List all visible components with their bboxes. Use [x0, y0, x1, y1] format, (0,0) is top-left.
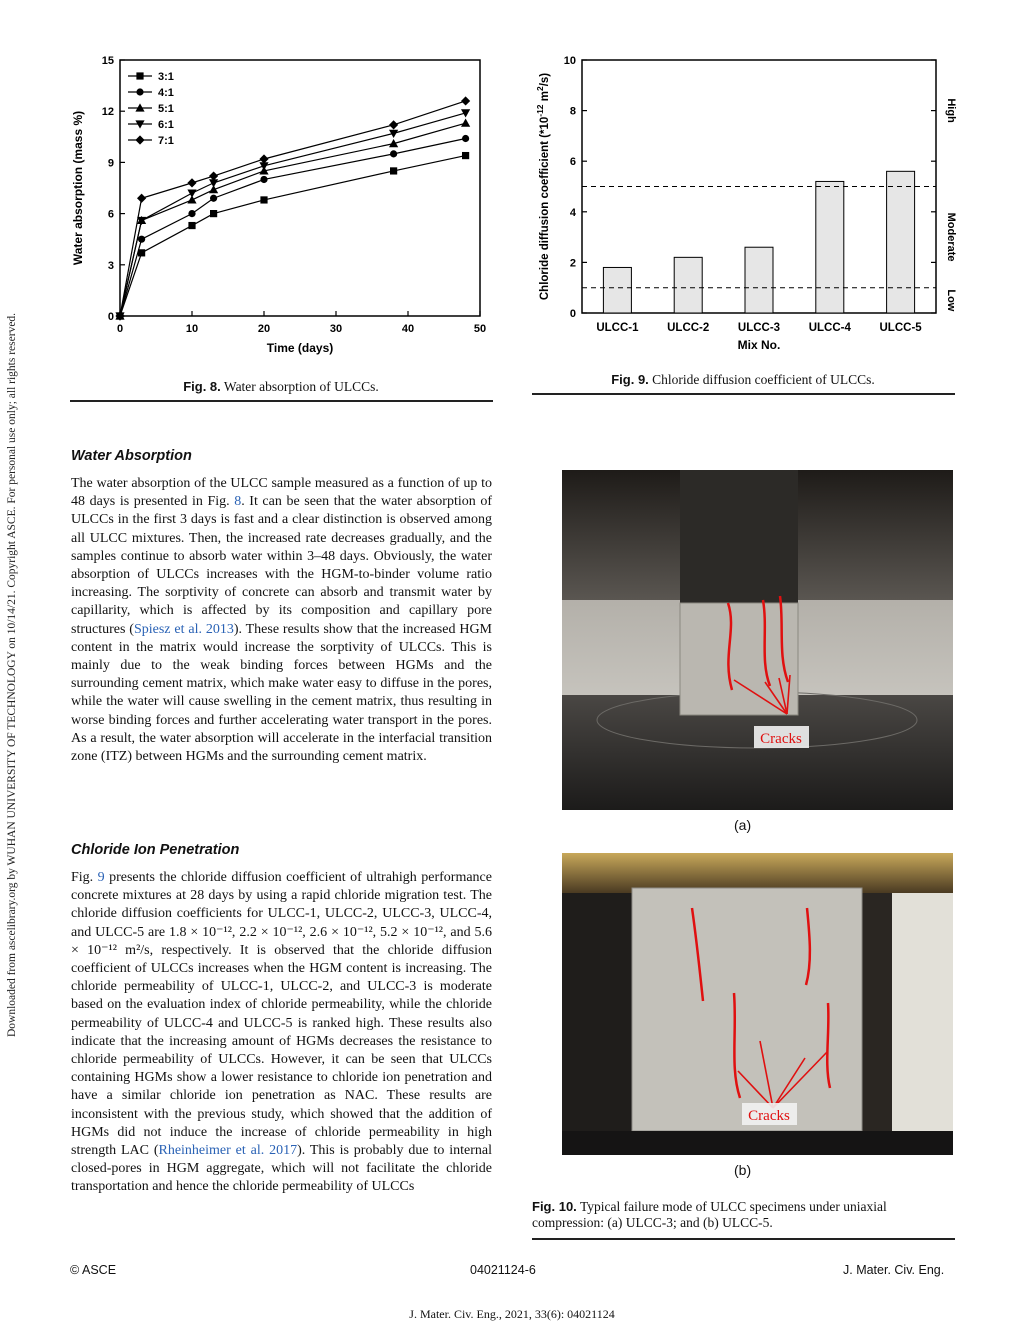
fig9-caption-text: Chloride diffusion coefficient of ULCCs. [652, 372, 875, 387]
y-tick-label: 8 [569, 105, 576, 118]
bar [887, 171, 915, 313]
y-tick-label: 10 [563, 55, 576, 67]
bar [603, 267, 631, 313]
chloride-paragraph: Fig. 9 presents the chloride diffusion coefficient of ultrahigh performance concrete mixtures at 28 days by using a rapid chloride migration test. The chloride diffusion coefficients for ULCC-1, ULCC-2, ULCC-3, ULCC-4, and ULCC-5 are 1.8 × 10⁻¹², 2.2 × 10⁻¹², 2.6 × 10⁻¹², 5.2 × 10⁻¹², and 5.6 × 10⁻¹² m²/s, respectively. It is observed that the chloride diffusion coefficient of ULCCs increases when the HGM content is increasing. The chloride permeability of ULCC-1, ULCC-2, and ULCC-3 is moderate based on the evaluation index of chloride permeability, while the chloride permeability of ULCC-4 and ULCC-5 is ranked high. These results also indicate that the increasing amount of HGMs decreases the resistance to chloride permeability of ULCCs. However, it can be seen that ULCCs containing HGMs show a lower resistance to chloride ion penetration and have a similar chloride ion penetration as NAC. These results are inconsistent with the previous study, which showed that the addition of HGMs did not induce the increase of chloride permeability in high strength LAC (Rheinheimer et al. 2017). This is probably due to internal closed-pores in HGM aggregate, which will not facilitate the chloride transportation and hence the chloride permeability of ULCCs [71, 870, 492, 1195]
zone-label: Moderate [945, 212, 957, 262]
y-tick-label: 12 [101, 106, 114, 119]
fig9-link[interactable]: 9 [97, 870, 105, 885]
data-point [187, 178, 196, 187]
fig10-label-a: (a) [734, 817, 752, 833]
legend-entry: 5:1 [158, 103, 174, 115]
fig9-caption-label: Fig. 9. [611, 372, 649, 387]
data-point [210, 195, 217, 202]
water-absorption-paragraph: The water absorption of the ULCC sample measured as a function of up to 48 days is presented in Fig. 8. It can be seen that the water absorption of ULCCs in the first 3 days is fast and a clear distinction is observed among all ULCC mixtures. Then, the increased rate decreases gradually, and the samples continue to absorb water within 3–48 days. Obviously, the water absorption of ULCCs increases with the HGM-to-binder volume ratio increasing. The sorptivity of concrete can absorb and transmit water by capillarity, which is affected by its composition and capillary pore structures (Spiesz et al. 2013). These results show that the increased HGM content in the matrix would increase the sorptivity of ULCCs. This is mainly due to the weak binding forces between HGMs and the surrounding cement matrix, which make water easy to diffuse in the pores, while the water will cause swelling in the cement matrix, thus resulting in worse binding forces and further accelerating water transport in the pores. As a result, the water absorption will accelerate in the interfacial transition zone (ITZ) between HGMs and the surrounding cement matrix. [71, 476, 492, 765]
bar [674, 257, 702, 313]
data-point [462, 135, 469, 142]
x-tick-label: 20 [257, 323, 271, 335]
rheinheimer-reference-link[interactable]: Rheinheimer et al. 2017 [158, 1143, 298, 1159]
y-tick-label: 9 [107, 157, 114, 170]
data-point [188, 222, 195, 229]
x-axis-label: Time (days) [266, 341, 334, 355]
y-tick-label: 6 [107, 208, 114, 221]
category-label: ULCC-5 [879, 322, 922, 334]
data-point [210, 210, 217, 217]
data-point [390, 150, 397, 157]
fig8-caption-label: Fig. 8. [183, 379, 221, 394]
zone-label: Low [945, 289, 957, 312]
y-tick-label: 4 [569, 206, 576, 219]
fig8-link[interactable]: 8 [234, 494, 242, 510]
legend-entry: 3:1 [158, 71, 174, 83]
data-point [187, 190, 196, 198]
category-label: ULCC-3 [737, 322, 781, 334]
y-tick-label: 6 [569, 156, 576, 169]
data-point [260, 196, 267, 203]
data-point [461, 96, 470, 105]
section-title-chloride-ion-penetration: Chloride Ion Penetration [71, 842, 240, 858]
fig10-caption [532, 1199, 954, 1231]
x-tick-label: 40 [401, 323, 415, 335]
fig8-caption-text: Water absorption of ULCCs. [223, 379, 379, 394]
legend-marker [135, 135, 144, 144]
section-title-water-absorption: Water Absorption [71, 448, 192, 464]
photo-ulcc5-failure [562, 853, 953, 1155]
footer-page-id: 04021124-6 [470, 1263, 536, 1277]
category-label: ULCC-4 [808, 322, 851, 334]
data-point [259, 154, 268, 163]
cracks-label-a: Cracks [760, 731, 802, 747]
fig8-rule [70, 400, 493, 402]
y-tick-label: 2 [569, 257, 576, 270]
y-tick-label: 15 [101, 55, 114, 67]
legend-entry: 7:1 [158, 135, 174, 147]
chloride-diffusion-chart [532, 50, 962, 368]
category-label: ULCC-2 [667, 322, 710, 334]
bottom-citation: J. Mater. Civ. Eng., 2021, 33(6): 04021124 [409, 1307, 615, 1321]
fig10-label-b: (b) [734, 1162, 752, 1178]
x-axis-label: Mix No. [737, 338, 781, 352]
legend-entry: 4:1 [158, 87, 174, 99]
y-tick-label: 0 [107, 311, 114, 323]
spiesz-reference-link[interactable]: Spiesz et al. 2013 [133, 621, 234, 637]
fig8-caption [70, 379, 492, 395]
data-point [390, 167, 397, 174]
photo-ulcc3-failure [562, 470, 953, 810]
x-tick-label: 10 [185, 323, 199, 335]
legend-entry: 6:1 [158, 119, 174, 131]
y-tick-label: 0 [569, 308, 576, 320]
footer-copyright: © ASCE [70, 1263, 117, 1277]
bar [816, 181, 844, 313]
water-absorption-chart [66, 50, 496, 368]
y-axis-label: Chloride diffusion coefficient ($*10^{-12}$ $m^2/s$) [535, 72, 551, 301]
data-point [389, 120, 398, 129]
data-point [260, 176, 267, 183]
x-tick-label: 0 [116, 323, 124, 335]
fig10-caption-text: Typical failure mode of ULCC specimens under uniaxial compression: (a) ULCC-3; and (b) ULCC-5. [532, 1199, 887, 1230]
data-point [137, 194, 146, 203]
data-point [462, 152, 469, 159]
y-axis-label: Water absorption (mass %) [71, 110, 85, 266]
x-tick-label: 30 [329, 323, 343, 335]
data-point [138, 236, 145, 243]
series-line [120, 156, 466, 316]
zone-label: High [945, 98, 957, 123]
fig10-rule [532, 1238, 955, 1240]
data-point [461, 119, 470, 127]
download-notice: Downloaded from ascelibrary.org by WUHAN UNIVERSITY OF TECHNOLOGY on 10/14/21. Copyright ASCE. For personal use only; all rights reserved. [6, 312, 18, 1038]
bar [745, 247, 773, 313]
category-label: ULCC-1 [596, 322, 639, 334]
fig9-caption [532, 372, 954, 388]
cracks-label-b: Cracks [748, 1108, 790, 1124]
data-point [188, 210, 195, 217]
fig10-caption-label: Fig. 10. [532, 1199, 577, 1214]
legend-marker [136, 72, 143, 79]
data-point [209, 171, 218, 180]
x-tick-label: 50 [473, 323, 487, 335]
fig9-rule [532, 393, 955, 395]
footer-journal: J. Mater. Civ. Eng. [843, 1263, 945, 1277]
series-line [120, 123, 466, 316]
legend-marker [136, 88, 143, 95]
y-tick-label: 3 [107, 259, 114, 272]
